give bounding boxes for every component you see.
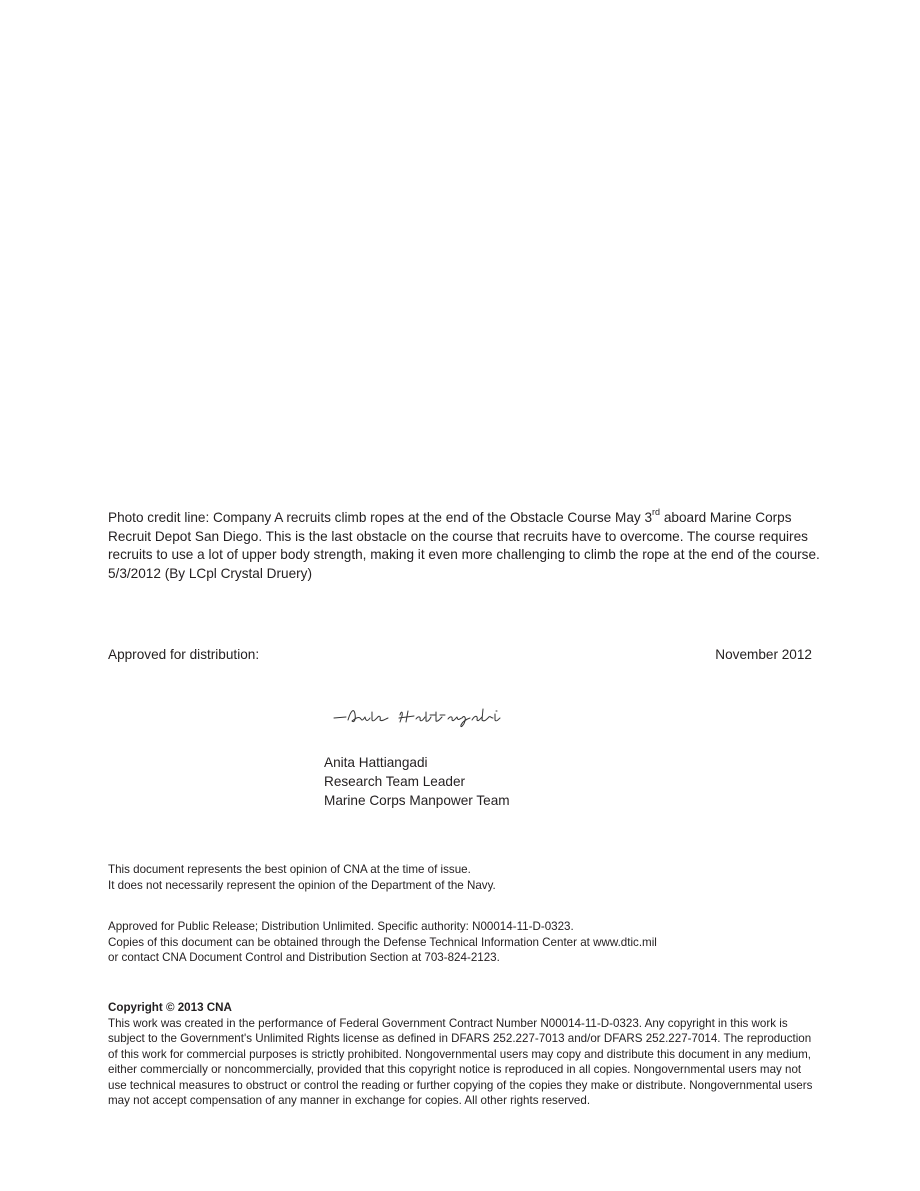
release-line-1 (108, 919, 820, 935)
release-line-3: or contact CNA Document Control and Distribution Section at 703-824-2123. (108, 951, 500, 964)
copyright-title: Copyright © 2013 CNA (108, 1001, 232, 1014)
release-contract-number: N00014-11-D-0323 (472, 920, 571, 933)
photo-credit-line (108, 509, 820, 583)
release-statement (108, 919, 820, 966)
signature-image (330, 700, 530, 736)
photo-credit-text-start: Photo credit line: Company A recruits climb ropes at the end of the Obstacle Course May 3 (108, 510, 653, 525)
copyright-body-end: . Any copyright in this work is subject to the Government's Unlimited Rights license as defined in DFARS 252.227-7013 and/or DFARS 252.227-7014. The reproduction of this work for commercial purposes is strictly prohibited. Nongovernmental users may copy and distribute this document in any medium, either commercially or noncommercially, provided that this copyright notice is reproduced in all copies. Nongovernmental users may not use technical measures to obstruct or control the reading or further copying of the copies they make or distribute. Nongovernmental users may not accept compensation of any manner in exchange for copies. All other rights reserved. (108, 1016, 813, 1107)
approval-date: November 2012 (715, 647, 812, 662)
signatory-team: Marine Corps Manpower Team (324, 793, 510, 808)
copyright-contract-number: N00014-11-D-0323 (540, 1016, 639, 1030)
release-line-2: Copies of this document can be obtained through the Defense Technical Information Center at www.dtic.mil (108, 935, 657, 949)
release-line-1-end: . (570, 920, 574, 933)
photo-credit-text-end: aboard Marine Corps Recruit Depot San Diego. This is the last obstacle on the course that recruits have to overcome. The course requires recruits to use a lot of upper body strength, making it even more challenging to climb the rope at the end of the course. 5/3/2012 (By LCpl Crystal Druery) (108, 510, 820, 581)
release-authority-text: Approved for Public Release; Distribution Unlimited. Specific authority: (108, 920, 473, 933)
copyright-notice (108, 1000, 814, 1109)
opinion-line-1: This document represents the best opinion of CNA at the time of issue. (108, 863, 471, 876)
signatory-title: Research Team Leader (324, 774, 466, 789)
approved-for-distribution-label: Approved for distribution: (108, 647, 260, 662)
copyright-body-start: This work was created in the performance of Federal Government Contract Number (108, 1016, 541, 1030)
signatory-name: Anita Hattiangadi (324, 755, 428, 770)
photo-credit-superscript: rd (652, 507, 661, 518)
signatory-block (324, 753, 510, 810)
opinion-disclaimer (108, 862, 820, 893)
opinion-line-2: It does not necessarily represent the opinion of the Department of the Navy. (108, 878, 496, 892)
